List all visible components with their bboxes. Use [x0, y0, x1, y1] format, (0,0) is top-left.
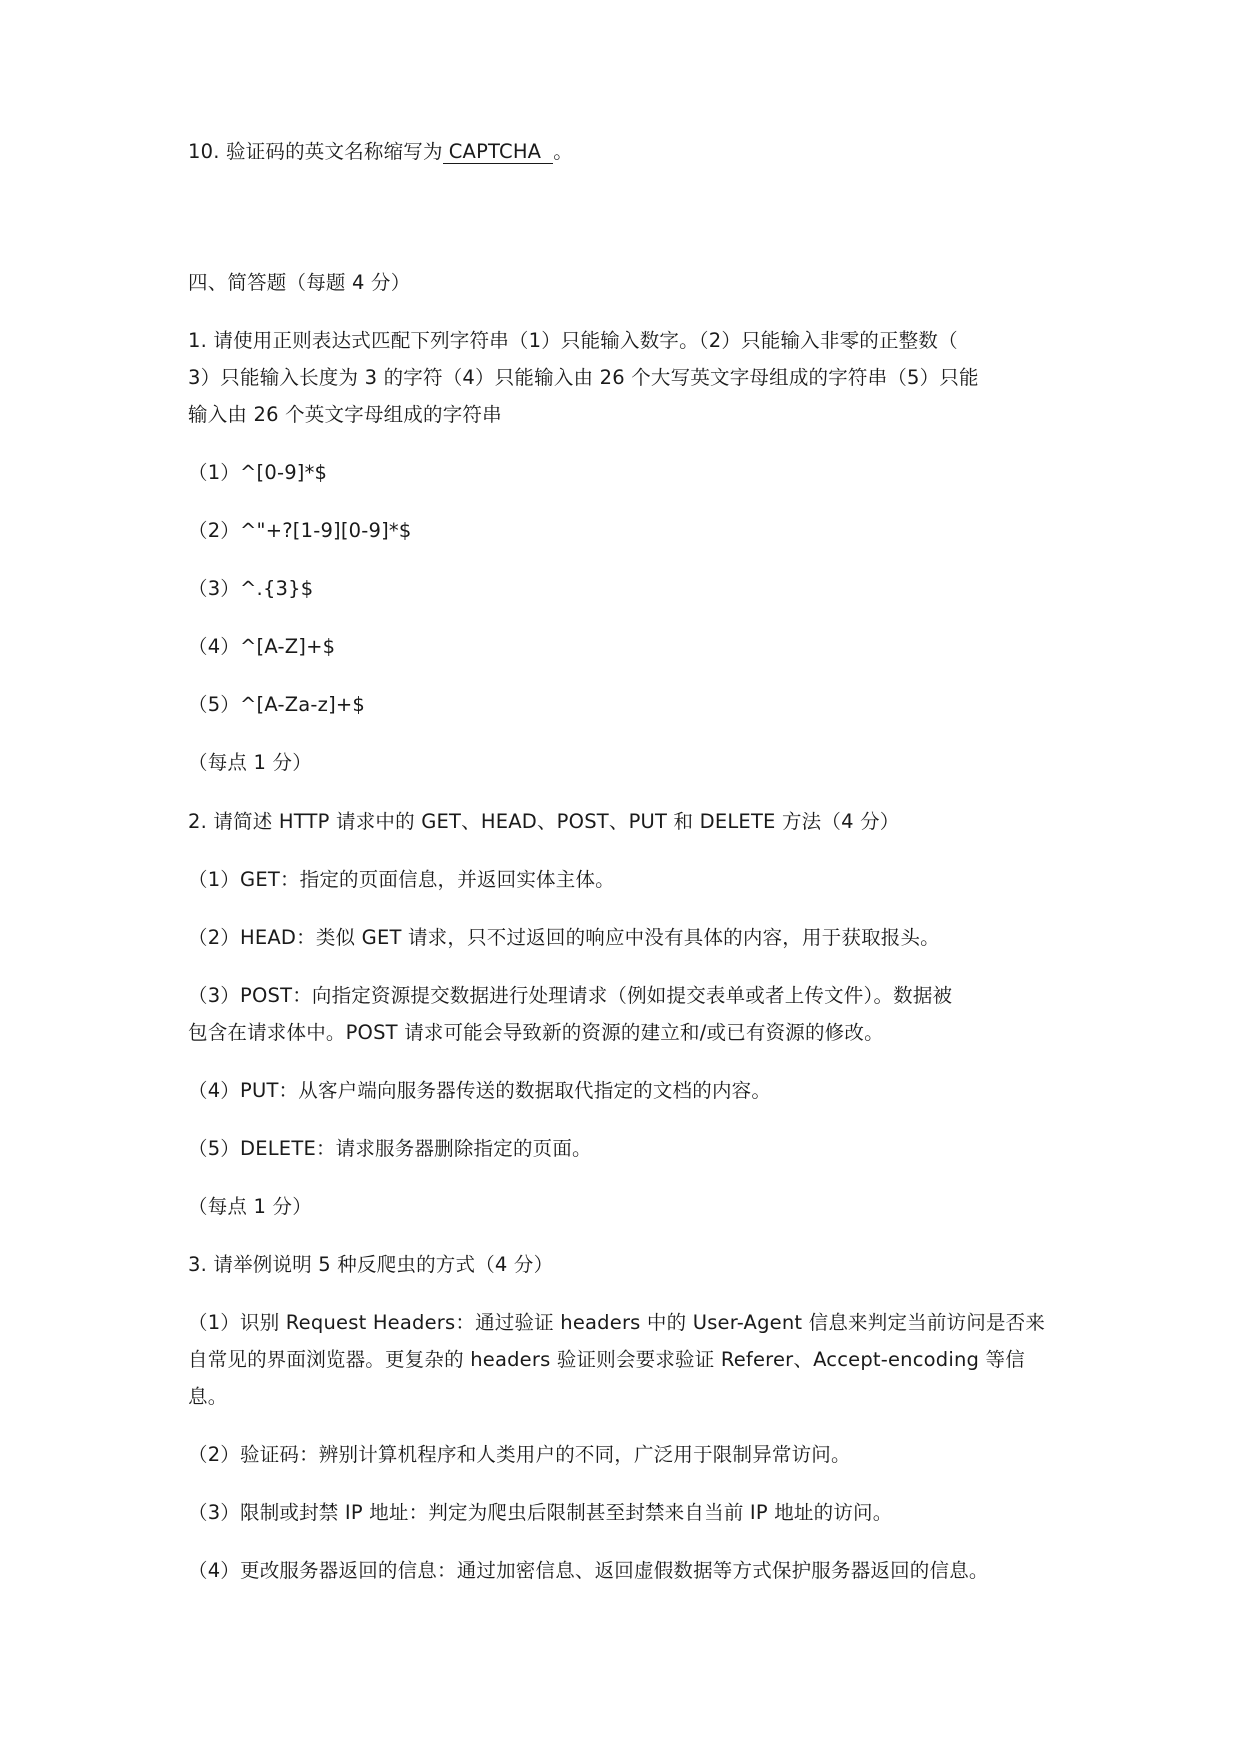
scoring-note-1: （每点 1 分） [188, 751, 312, 774]
question-1-line-1: 1. 请使用正则表达式匹配下列字符串（1）只能输入数字。（2）只能输入非零的正整数（ [188, 329, 958, 352]
answer-3-1-line-1: （1）识别 Request Headers：通过验证 headers 中的 User-Agent 信息来判定当前访问是否来 [188, 1311, 1046, 1334]
question-1-line-3: 输入由 26 个英文字母组成的字符串 [188, 403, 502, 426]
answer-1-5: （5）^[A-Za-z]+$ [188, 693, 366, 716]
question-1-line-2: 3）只能输入长度为 3 的字符（4）只能输入由 26 个大写英文字母组成的字符串（5）只能 [188, 366, 979, 389]
question-3: 3. 请举例说明 5 种反爬虫的方式（4 分） [188, 1253, 554, 1276]
answer-3-3: （3）限制或封禁 IP 地址：判定为爬虫后限制甚至封禁来自当前 IP 地址的访问。 [188, 1501, 893, 1524]
answer-2-5: （5）DELETE：请求服务器删除指定的页面。 [188, 1137, 592, 1160]
answer-2-3-line-2: 包含在请求体中。POST 请求可能会导致新的资源的建立和/或已有资源的修改。 [188, 1021, 884, 1044]
question-10 [188, 133, 1068, 170]
answer-3-2: （2）验证码：辨别计算机程序和人类用户的不同，广泛用于限制异常访问。 [188, 1443, 851, 1466]
answer-1-2: （2）^"+?[1-9][0-9]*$ [188, 519, 412, 542]
question-2: 2. 请简述 HTTP 请求中的 GET、HEAD、POST、PUT 和 DELETE 方法（4 分） [188, 810, 900, 833]
answer-1-4: （4）^[A-Z]+$ [188, 635, 336, 658]
answer-1-3: （3）^.{3}$ [188, 577, 314, 600]
answer-2-4: （4）PUT：从客户端向服务器传送的数据取代指定的文档的内容。 [188, 1079, 772, 1102]
answer-2-2: （2）HEAD：类似 GET 请求，只不过返回的响应中没有具体的内容，用于获取报头。 [188, 926, 940, 949]
answer-2-1: （1）GET：指定的页面信息，并返回实体主体。 [188, 868, 615, 891]
answer-2-3-line-1: （3）POST：向指定资源提交数据进行处理请求（例如提交表单或者上传文件）。数据被 [188, 984, 953, 1007]
scoring-note-2: （每点 1 分） [188, 1195, 312, 1218]
question-10-prefix: 10. 验证码的英文名称缩写为 [188, 140, 443, 163]
answer-3-1-line-3: 息。 [188, 1385, 228, 1408]
fill-in-blank-answer: CAPTCHA [443, 141, 554, 164]
answer-3-4: （4）更改服务器返回的信息：通过加密信息、返回虚假数据等方式保护服务器返回的信息。 [188, 1559, 989, 1582]
question-10-suffix: 。 [553, 140, 573, 163]
answer-3-1-line-2: 自常见的界面浏览器。更复杂的 headers 验证则会要求验证 Referer、Accept-encoding 等信 [188, 1348, 1025, 1371]
answer-1-1: （1）^[0-9]*$ [188, 461, 328, 484]
section-heading: 四、简答题（每题 4 分） [188, 271, 411, 294]
